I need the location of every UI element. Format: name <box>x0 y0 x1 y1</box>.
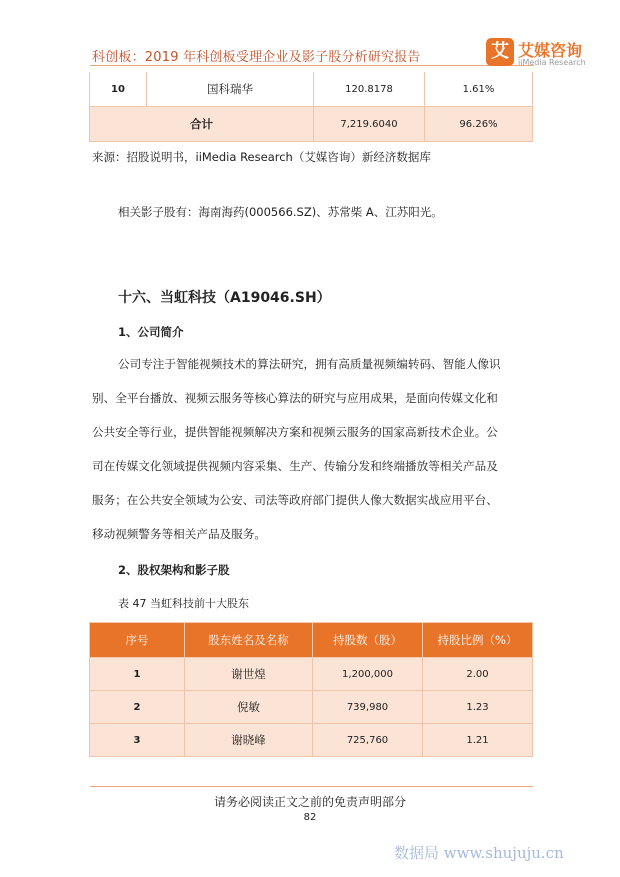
shareholder-name: 谢晓峰 <box>185 724 313 757</box>
ratio-value: 1.21 <box>423 724 533 757</box>
table-header-row <box>90 623 533 658</box>
intro-line: 司在传媒文化领域提供视频内容采集、生产、传输分发和终端播放等相关产品及 <box>92 459 498 473</box>
header-shares: 持股数（股） <box>313 623 423 658</box>
header-divider <box>90 65 534 66</box>
intro-line: 别、全平台播放、视频云服务等核心算法的研究与应用成果，是面向传媒文化和 <box>92 391 498 405</box>
intro-line: 移动视频警务等相关产品及服务。 <box>92 527 266 541</box>
logo-mark-icon: 艾 <box>486 38 514 66</box>
total-shares: 7,219.6040 <box>314 107 425 142</box>
shadow-stocks-note: 相关影子股有：海南海药(000566.SZ)、苏常柴 A、江苏阳光。 <box>118 205 443 219</box>
table-row <box>90 724 533 757</box>
table-row <box>90 72 533 107</box>
source-note: 来源：招股说明书，iiMedia Research（艾媒咨询）新经济数据库 <box>92 150 431 164</box>
ratio-value: 1.23 <box>423 691 533 724</box>
shareholder-name: 倪敏 <box>185 691 313 724</box>
table-row <box>90 658 533 691</box>
subsection-company-intro: 1、公司简介 <box>118 325 184 339</box>
row-number: 1 <box>90 658 185 691</box>
shares-value: 120.8178 <box>314 72 425 107</box>
report-header-title: 科创板：2019 年科创板受理企业及影子股分析研究报告 <box>92 50 421 65</box>
logo-chinese-name: 艾媒咨询 <box>518 41 583 60</box>
disclaimer-note: 请务必阅读正文之前的免责声明部分 <box>213 795 406 809</box>
row-number: 2 <box>90 691 185 724</box>
watermark: 数据局 www.shujuju.cn <box>394 844 564 862</box>
table-total-row <box>90 107 533 142</box>
intro-line: 公共安全等行业，提供智能视频解决方案和视频云服务的国家高新技术企业。公 <box>92 425 498 439</box>
total-label: 合计 <box>90 107 314 142</box>
iimedia-logo <box>486 38 596 74</box>
ratio-value: 2.00 <box>423 658 533 691</box>
total-ratio: 96.26% <box>425 107 533 142</box>
top-ten-shareholders-table <box>89 622 533 757</box>
footer-divider <box>90 786 533 787</box>
intro-line: 公司专注于智能视频技术的算法研究，拥有高质量视频编转码、智能人像识 <box>118 357 501 371</box>
subsection-equity-structure: 2、股权架构和影子股 <box>118 563 230 577</box>
logo-english-name: iiMedia Research <box>518 58 586 67</box>
page-number: 82 <box>303 812 317 823</box>
table-caption: 表 47 当虹科技前十大股东 <box>118 597 249 610</box>
header-name: 股东姓名及名称 <box>185 623 313 658</box>
table-row <box>90 691 533 724</box>
shares-value: 739,980 <box>313 691 423 724</box>
section-title: 十六、当虹科技（A19046.SH） <box>118 290 331 306</box>
shares-value: 725,760 <box>313 724 423 757</box>
previous-shareholder-table <box>89 72 533 142</box>
shareholder-name: 国科瑞华 <box>147 72 314 107</box>
row-number: 10 <box>90 72 147 107</box>
intro-line: 服务；在公共安全领域为公安、司法等政府部门提供人像大数据实战应用平台、 <box>92 493 498 507</box>
ratio-value: 1.61% <box>425 72 533 107</box>
shareholder-name: 谢世煌 <box>185 658 313 691</box>
header-no: 序号 <box>90 623 185 658</box>
shares-value: 1,200,000 <box>313 658 423 691</box>
header-ratio: 持股比例（%） <box>423 623 533 658</box>
row-number: 3 <box>90 724 185 757</box>
